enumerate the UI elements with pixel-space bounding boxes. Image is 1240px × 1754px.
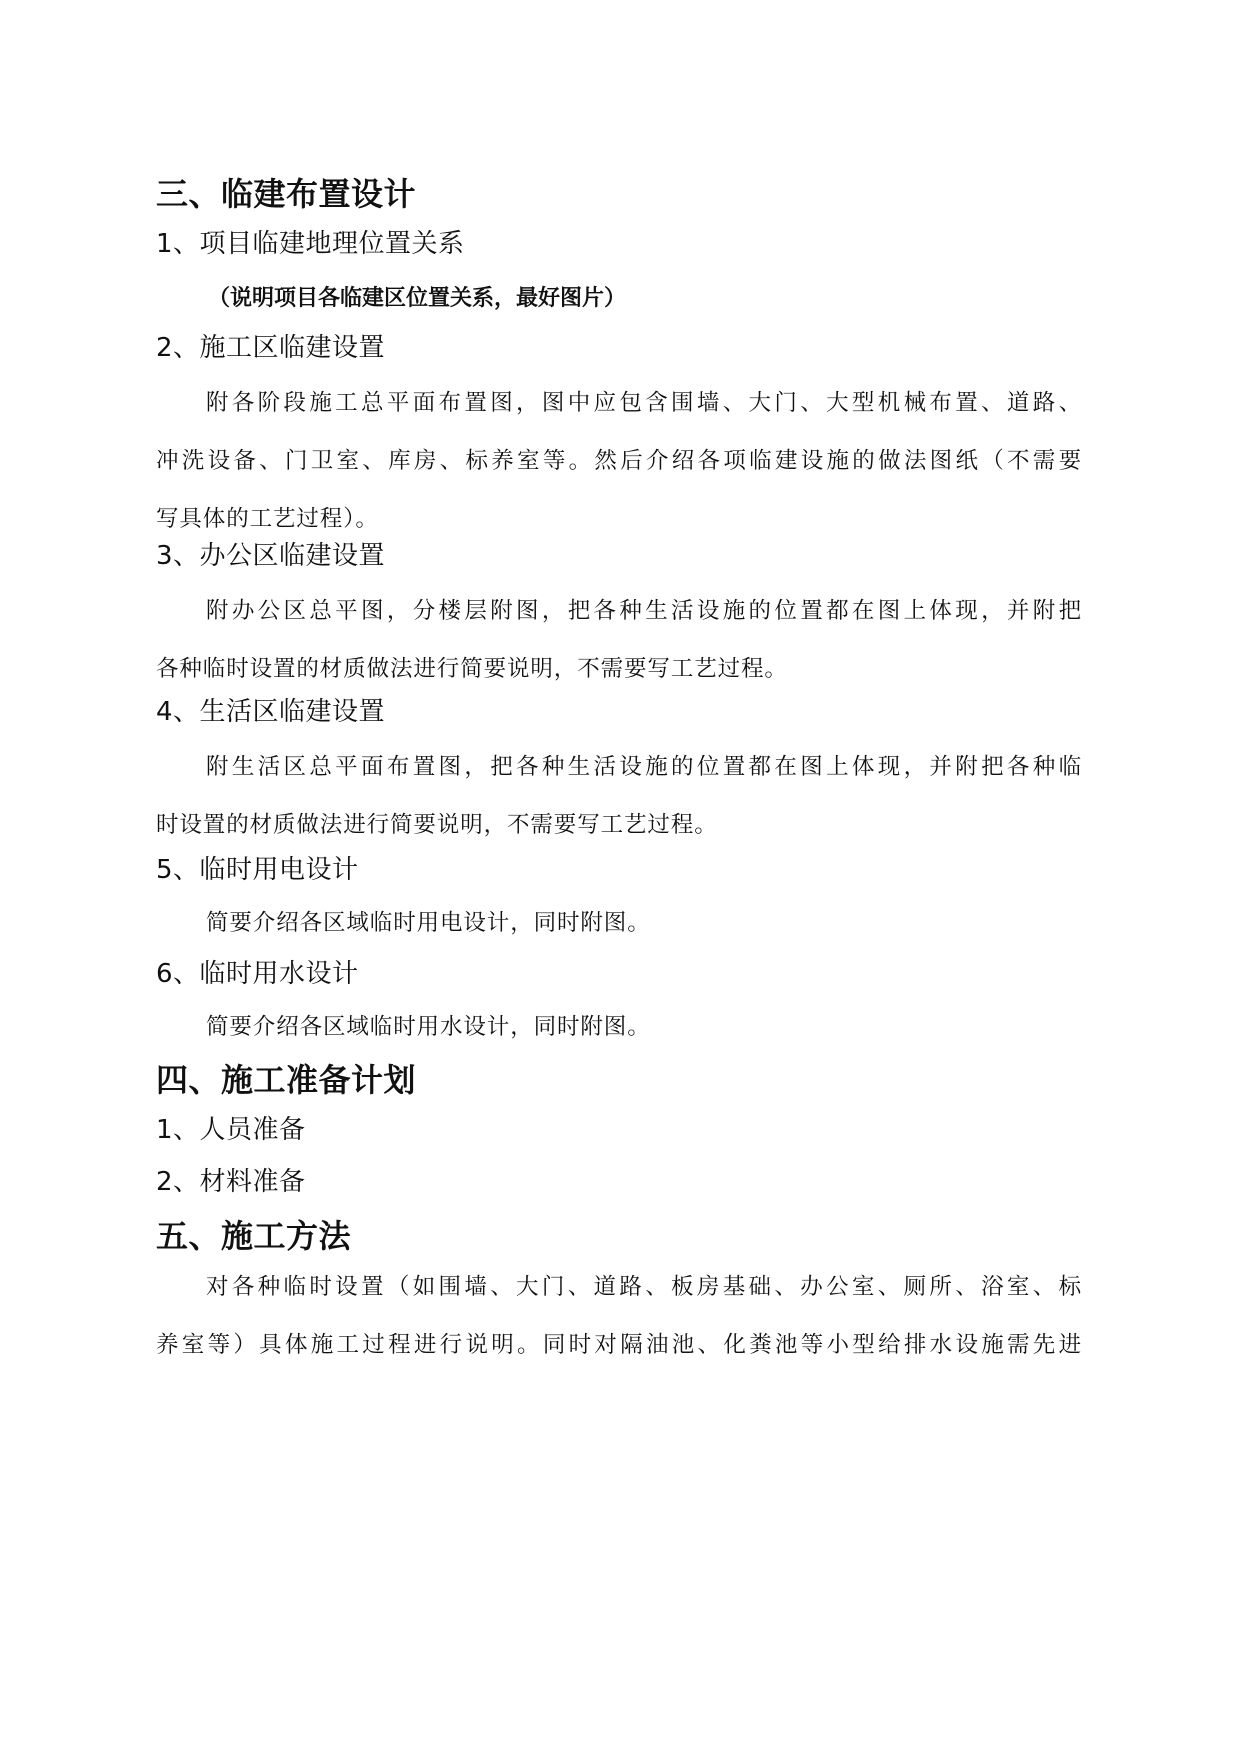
paragraph-line: 时设置的材质做法进行简要说明，不需要写工艺过程。 (156, 812, 718, 838)
subsection-heading-3-1: 1、项目临建地理位置关系 (156, 229, 465, 259)
section-heading-5: 五、施工方法 (156, 1217, 352, 1255)
paragraph-5 (156, 1258, 1082, 1374)
paragraph-3-4 (156, 738, 1082, 854)
document-page (156, 0, 1082, 1754)
subsection-heading-3-2: 2、施工区临建设置 (156, 333, 386, 363)
paragraph-3-5 (156, 894, 1082, 952)
subsection-heading-4-2: 2、材料准备 (156, 1167, 306, 1197)
subsection-heading-3-5: 5、临时用电设计 (156, 855, 359, 885)
paragraph-line: 冲洗设备、门卫室、库房、标养室等。然后介绍各项临建设施的做法图纸（不需要 (156, 448, 1082, 474)
paragraph-line: 养室等）具体施工过程进行说明。同时对隔油池、化粪池等小型给排水设施需先进 (156, 1332, 1082, 1358)
note-3-1: （说明项目各临建区位置关系，最好图片） (208, 285, 627, 311)
paragraph-3-3 (156, 582, 1082, 698)
subsection-heading-3-4: 4、生活区临建设置 (156, 697, 386, 727)
paragraph-line: 附生活区总平面布置图，把各种生活设施的位置都在图上体现，并附把各种临 (206, 754, 1082, 780)
paragraph-line: 简要介绍各区域临时用电设计，同时附图。 (206, 910, 651, 936)
paragraph-line: 附各阶段施工总平面布置图，图中应包含围墙、大门、大型机械布置、道路、 (206, 390, 1082, 416)
paragraph-line: 对各种临时设置（如围墙、大门、道路、板房基础、办公室、厕所、浴室、标 (206, 1274, 1082, 1300)
paragraph-line: 简要介绍各区域临时用水设计，同时附图。 (206, 1014, 651, 1040)
subsection-heading-3-3: 3、办公区临建设置 (156, 541, 386, 571)
paragraph-3-6 (156, 998, 1082, 1056)
section-heading-4: 四、施工准备计划 (156, 1061, 417, 1099)
subsection-heading-4-1: 1、人员准备 (156, 1115, 306, 1145)
subsection-heading-3-6: 6、临时用水设计 (156, 959, 359, 989)
paragraph-line: 各种临时设置的材质做法进行简要说明，不需要写工艺过程。 (156, 656, 788, 682)
paragraph-line: 写具体的工艺过程）。 (156, 506, 379, 532)
paragraph-line: 附办公区总平图，分楼层附图，把各种生活设施的位置都在图上体现，并附把 (206, 598, 1082, 624)
paragraph-3-2 (156, 374, 1082, 548)
section-heading-3: 三、临建布置设计 (156, 175, 417, 213)
